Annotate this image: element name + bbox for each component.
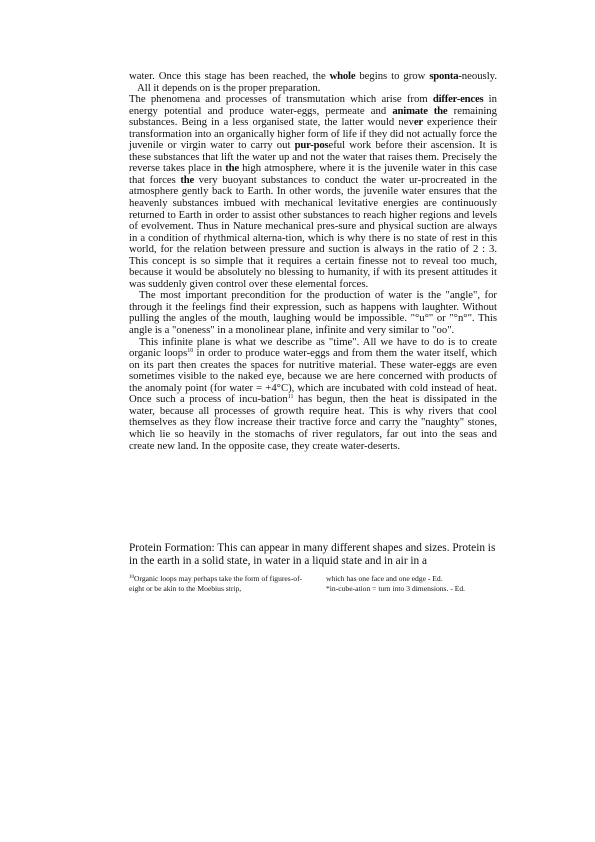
footnote-text: which has one face and one edge - Ed. bbox=[326, 574, 443, 583]
text-span: high atmosphere, where it is the juvenile water in this case that forces bbox=[129, 162, 497, 186]
bold-word: pur-pos bbox=[294, 139, 329, 152]
text-span: experience their transformation into an organically higher form of life if they did not actually force the juvenile or virgin water to carry out bbox=[129, 116, 497, 152]
text-span: has begun, then the heat is dissipated in the water, because all processes of growth require heat. This is why rivers that cool themselves as they flow increase their tractive force and carry the "naughty" stones, which lie so heavily in the stomachs of river regulators, far out into the seas and create new land. In the opposite case, they create water-deserts. bbox=[129, 393, 497, 452]
bold-word: whole bbox=[329, 70, 356, 82]
bold-word: the bbox=[225, 162, 239, 175]
paragraph-angle: The most important precondition for the production of water is the "angle", for through it the feelings find their expression, such as happens with laughter. Without pulling the angles of the mouth, laughing would be impossible. "°u°" or "°n°". This angle is a "oneness" in a monolinear plane, infinite and very similar to "oo". bbox=[129, 289, 497, 337]
footnote-right bbox=[326, 574, 501, 594]
paragraph-continuation bbox=[129, 71, 497, 94]
bold-word: differ-ences bbox=[432, 93, 484, 106]
bold-word: er bbox=[413, 116, 423, 129]
footnote-ref: 10 bbox=[187, 348, 194, 355]
text-span: very buoyant substances to conduct the water ur-procreated in the atmosphere gently back to Earth. In other words, the juvenile water ensures that the heavenly substances imbued with mechanical levitative energies are continuously returned to Earth in order to assist other substances to reach higher regions and levels of evolvement. Thus in Nature mechanical pres-sure and physical suction are always in a condition of rhythmical alterna-tion, which is why there is no state of rest in this world, for the relation between pressure and suction is always in the ratio of 2 : 3. This concept is so simple that it requires a certain finesse not to reveal too much, because it would be absolutely no blessing to humanity, if with its present attitudes it was suddenly given control over these elemental forces. bbox=[129, 173, 497, 290]
text-span: eful work before their ascension. It is these substances that lift the water up and not the water that raises them. Precisely the reverse takes place in bbox=[129, 139, 497, 175]
text-span: neously. All it depends on is the proper preparation. bbox=[137, 70, 497, 94]
text-span: remaining substances. Being in a less organised state, the latter would nev bbox=[129, 104, 497, 129]
text-span: water. Once this stage has been reached, the bbox=[129, 70, 330, 82]
bold-word: animate the bbox=[392, 104, 448, 117]
footnotes bbox=[129, 574, 501, 594]
paragraph-transmutation bbox=[129, 94, 497, 290]
footnote-text: *in-cube-ation = turn into 3 dimensions. - Ed. bbox=[326, 584, 466, 593]
footnote-number: 10 bbox=[129, 575, 134, 580]
text-span: in energy potential and produce water-eggs, permeate and bbox=[129, 93, 497, 117]
bold-word: the bbox=[180, 173, 195, 186]
paragraph-time bbox=[129, 337, 497, 452]
footnote-ref: 11 bbox=[287, 394, 294, 401]
footnote-text: Organic loops may perhaps take the form of figures-of-eight or be akin to the Moebius strip, bbox=[129, 574, 303, 593]
text-span: begins to grow bbox=[355, 70, 430, 82]
protein-formation-section bbox=[129, 542, 501, 568]
text-span: in order to produce water-eggs and from them the water itself, which on its part then creates the spaces for nutritive material. These water-eggs are even sometimes visible to the naked eye, because we are here concerned with products of the anomaly point (for water = +4°C), which are incubated with cold instead of heat. Once such a process of incu-bation bbox=[129, 347, 497, 406]
protein-paragraph: Protein Formation: This can appear in many different shapes and sizes. Protein is in the earth in a solid state, in water in a liquid state and in air in a bbox=[129, 542, 496, 568]
text-span: The phenomena and processes of transmutation which arise from bbox=[129, 93, 433, 106]
text-span: This infinite plane is what we describe as "time". All we have to do is to create organic loops bbox=[129, 335, 497, 360]
main-text-column bbox=[129, 71, 497, 452]
bold-word: sponta- bbox=[429, 70, 462, 82]
footnote-left bbox=[129, 574, 304, 594]
